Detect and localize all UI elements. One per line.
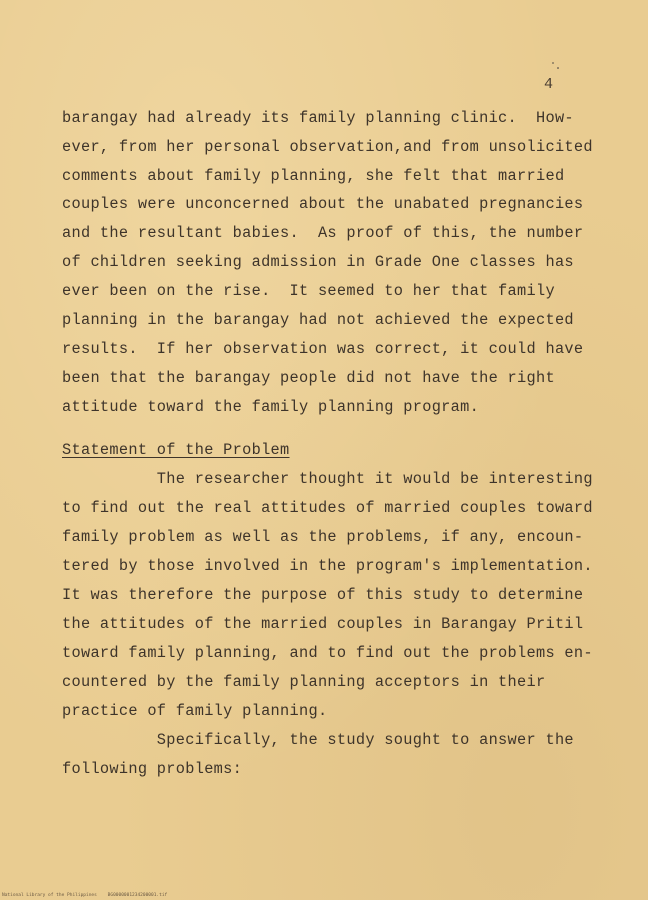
archive-footer: National Library of the Philippines BG0000001234200001.tif: [2, 893, 168, 898]
text-line: been that the barangay people did not have the right: [62, 369, 555, 387]
text-line: It was therefore the purpose of this study to determine: [62, 586, 584, 604]
text-line: Specifically, the study sought to answer the: [62, 731, 574, 749]
text-line: of children seeking admission in Grade One classes has: [62, 253, 574, 271]
text-line: results. If her observation was correct, it could have: [62, 340, 584, 358]
text-line: ever been on the rise. It seemed to her that family: [62, 282, 555, 300]
text-line: countered by the family planning acceptors in their: [62, 673, 546, 691]
text-line: attitude toward the family planning program.: [62, 398, 480, 416]
text-line: toward family planning, and to find out the problems en-: [62, 644, 593, 662]
text-line: family problem as well as the problems, if any, encoun-: [62, 528, 584, 546]
section-heading: Statement of the Problem: [62, 441, 290, 459]
text-line: ever, from her personal observation,and from unsolicited: [62, 138, 593, 156]
text-line: The researcher thought it would be interesting: [62, 470, 593, 488]
ink-speck: [552, 62, 554, 64]
ink-speck: [557, 67, 559, 69]
text-line: following problems:: [62, 760, 243, 778]
page-number: 4: [544, 76, 554, 93]
text-line: the attitudes of the married couples in Barangay Pritil: [62, 615, 584, 633]
text-line: couples were unconcerned about the unabated pregnancies: [62, 195, 584, 213]
text-line: planning in the barangay had not achieved the expected: [62, 311, 574, 329]
text-line: to find out the real attitudes of married couples toward: [62, 499, 593, 517]
text-line: comments about family planning, she felt that married: [62, 167, 565, 185]
text-line: practice of family planning.: [62, 702, 328, 720]
text-line: tered by those involved in the program's implementation.: [62, 557, 593, 575]
text-line: and the resultant babies. As proof of this, the number: [62, 224, 584, 242]
text-line: barangay had already its family planning clinic. How-: [62, 109, 574, 127]
